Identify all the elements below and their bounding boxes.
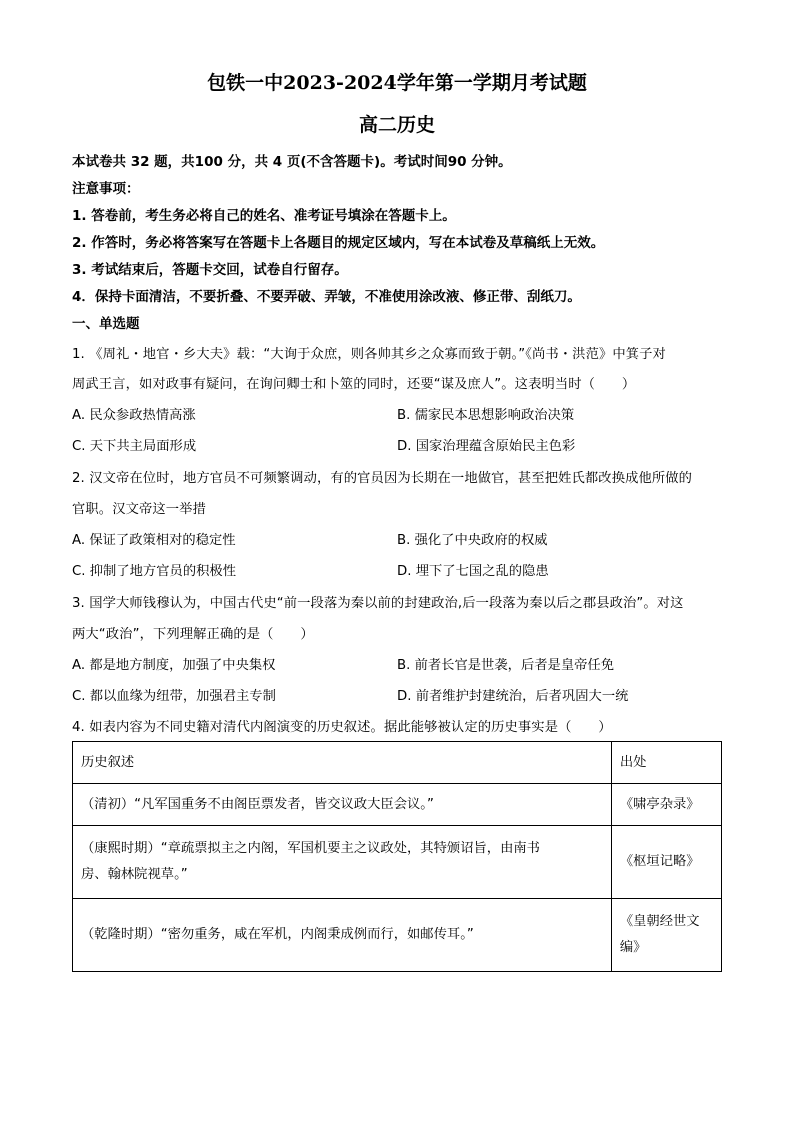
question-1-text: 周武王言，如对政事有疑问，在询问卿士和卜筮的同时，还要“谋及庶人”。这表明当时（ ） (72, 377, 636, 392)
question-1-text: 1. 《周礼・地官・乡大夫》载：“大询于众庶，则各帅其乡之众寡而致于朝。”《尚书・洪范》中箕子对 (72, 347, 666, 362)
notice-title: 注意事项： (72, 181, 140, 197)
question-3-text: 两大“政治”，下列理解正确的是（ ） (72, 627, 314, 642)
question-2-option-c: C. 抑制了地方官员的积极性 (72, 564, 237, 579)
question-3-option-b: B. 前者长官是世袭，后者是皇帝任免 (397, 658, 615, 673)
question-2-text: 2. 汉文帝在位时，地方官员不可频繁调动，有的官员因为长期在一地做官，甚至把姓氏都改换成他所做的 (72, 471, 693, 486)
question-2-option-b: B. 强化了中央政府的权威 (397, 533, 548, 548)
table-cell-source: 《枢垣记略》 (611, 826, 721, 899)
question-1-option-b: B. 儒家民本思想影响政治决策 (397, 408, 575, 423)
table-row (73, 899, 722, 972)
question-2-option-a: A. 保证了政策相对的稳定性 (72, 533, 236, 548)
table-cell-source: 《啸亭杂录》 (611, 784, 721, 826)
question-1-option-a: A. 民众参政热情高涨 (72, 408, 196, 423)
table-row (73, 826, 722, 899)
notice-item: 3. 考试结束后，答题卡交回，试卷自行留存。 (72, 262, 348, 278)
question-2-text: 官职。汉文帝这一举措 (72, 502, 206, 517)
question-3-text: 3. 国学大师钱穆认为，中国古代史“前一段落为秦以前的封建政治,后一段落为秦以后之郡县政治”。对这 (72, 596, 684, 611)
exam-subject: 高二历史 (358, 114, 435, 136)
table-header-cell: 历史叙述 (73, 742, 612, 784)
question-2-option-d: D. 埋下了七国之乱的隐患 (397, 564, 549, 579)
exam-info: 本试卷共 32 题，共100 分，共 4 页(不含答题卡)。考试时间90 分钟。 (72, 154, 512, 170)
history-table (72, 741, 722, 972)
exam-title: 包铁一中2023-2024学年第一学期月考试题 (207, 72, 587, 94)
section-heading: 一、单选题 (72, 316, 140, 332)
notice-item: 2. 作答时，务必将答案写在答题卡上各题目的规定区域内，写在本试卷及草稿纸上无效。 (72, 235, 605, 251)
question-4-text: 4. 如表内容为不同史籍对清代内阁演变的历史叙述。据此能够被认定的历史事实是（ ） (72, 720, 612, 735)
question-3-option-a: A. 都是地方制度，加强了中央集权 (72, 658, 276, 673)
table-cell-text: （康熙时期）“章疏票拟主之内阁，军国机要主之议政处，其特颁诏旨，由南书 房、翰林院视草。” (73, 826, 612, 899)
question-1-option-d: D. 国家治理蕴含原始民主色彩 (397, 439, 576, 454)
table-cell-text: （乾隆时期）“密勿重务，咸在军机，内阁秉成例而行，如邮传耳。” (73, 899, 612, 972)
question-3-option-d: D. 前者维护封建统治，后者巩固大一统 (397, 689, 629, 704)
table-header-row (73, 742, 722, 784)
notice-item: 1. 答卷前，考生务必将自己的姓名、准考证号填涂在答题卡上。 (72, 208, 456, 224)
table-cell-text: （清初）“凡军国重务不由阁臣票发者，皆交议政大臣会议。” (73, 784, 612, 826)
question-3-option-c: C. 都以血缘为纽带，加强君主专制 (72, 689, 276, 704)
table-header-cell: 出处 (611, 742, 721, 784)
table-cell-source: 《皇朝经世文 编》 (611, 899, 721, 972)
question-1-option-c: C. 天下共主局面形成 (72, 439, 197, 454)
table-row (73, 784, 722, 826)
notice-item: 4．保持卡面清洁，不要折叠、不要弄破、弄皱，不准使用涂改液、修正带、刮纸刀。 (72, 289, 581, 305)
